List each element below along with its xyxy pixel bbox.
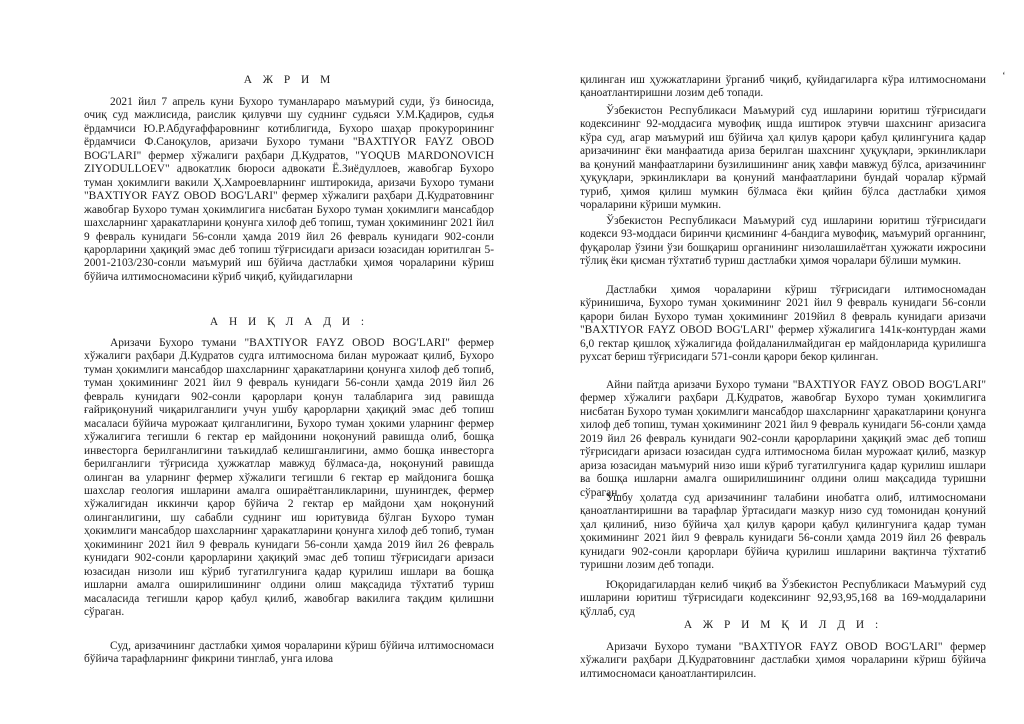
heading-ajrim: А Ж Р И М — [243, 74, 335, 86]
heading-aniqladi: А Н И Қ Л А Д И : — [209, 316, 369, 328]
margin-mark: ‘ — [1002, 70, 1006, 82]
situation-paragraph: Ушбу ҳолатда суд аризачининг талабини инобатга олиб, илтимосномани қаноатлантиришни ва тарафлар ўртасидаги мазкур низо суд томонидан қонуний ҳал қилиниб, низо бўйича ҳал қилув қарори қабул қилингунига қадар туман ҳокимининг 2021 йил 9 февраль кунидаги 56-сонли ҳамда 2019 йил 26 февраль кунидаги 902-сонли қарорлари бўйича қурилиш ишларини вақтинча тўхтатиб туришни лозим деб топади. — [580, 492, 986, 572]
facts-paragraph: Аризачи Бухоро тумани "BAXTIYOR FAYZ OBOD BOG'LARI" фермер хўжалиги раҳбари Д.Кудратов судга илтимосномa билан мурожаат қилиб, Бухоро туман ҳокимлиги мансабдор шахсларнинг ҳаракатларини қонунга хилоф деб топиб, туман ҳокимининг 2021 йил 9 февраль кунидаги 56-сонли ҳамда 2019 йил 26 февраль кунидаги 902-сонли қарорлари қонун талабларига зид равишда ғайриқонуний чиқарилганлиги учун ушбу қарорларни ҳақиқий эмас деб топиш масаласи бўйича мурожаат қилганлигини, Бухоро туман ҳокими уларнинг фермер хўжалигига тегишли 6 гектар ер майдонини ноқонуний равишда олиб, бошқа инвесторга берилганлигини таъкидлаб келишганлигини, аммо бошқа инвесторга берилганлиги тўғрисида ҳужжатлар мавжуд бўлмаса-да, ноқонуний равишда олинган ва уларнинг фермер хўжалиги тегишли 6 гектар ер майдонига бошқа шахслар геология ишларини амалга оширaётганликларини, шунингдек, фермер хўжалигидан иккинчи қарор бўйича 2 гектар ер майдони ҳам ноқонуний олинганлигини, шу сабабли суднинг иш юритувида бўлган Бухоро туман ҳокимлиги мансабдор шахсларнинг ҳаракатларини қонунга хилоф деб топиб, туман ҳокимининг 2021 йил 9 февраль кунидаги 56-сонли ҳамда 2019 йил 26 февраль кунидаги 902-сонли қарорларини ҳақиқий эмас деб топиш тўғрисидаги аризаси юзасидан низоли иш кўриб тугатилгунига қадар қурилиш ишлари ва бошқа ишларни амалга оширилишининг олдини олиш мақсадида тўхтатиб туриш масаласида тегишли қарор қабул қилиб, жавобгар вакилига тақдим қилишни сўраган. — [84, 337, 494, 619]
heading-ajrim-qildi: А Ж Р И М Қ И Л Д И : — [683, 619, 883, 631]
right-column — [580, 0, 986, 724]
legal-basis-paragraph: Юқоридагилардан келиб чиқиб ва Ўзбекистон Республикаси Маъмурий суд ишларини юритиш тўғрисидаги кодексининг 92,93,95,168 ва 169-моддаларини қўллаб, суд — [580, 579, 986, 618]
continuation-paragraph: қилинган иш ҳужжатларини ўрганиб чиқиб, қуйидагиларга кўра илтимосномани қаноатлантиришни лозим деб топади. — [580, 74, 986, 100]
intro-paragraph: 2021 йил 7 апрель куни Бухоро туманлараро маъмурий суди, ўз биносида, очиқ суд мажлисида, раислик қилувчи шу суднинг судьяси У.М.Қадиров, судья ёрдамчиси Ю.Р.Абдуғаффаровнинг котиблигида, Бухоро шаҳар прокурорининг ёрдамчиси Ф.Саноқулов, аризачи Бухоро тумани "BAXTIYOR FAYZ OBOD BOG'LARI" фермер хўжалиги раҳбари Д.Кудратов, "YOQUB MARDONOVICH ZIYODULLOEV" адвокатлик бюроси адвокати Ё.Зиёдуллоев, жавобгар Бухоро туман ҳокимлиги вакили Ҳ.Хамроевларнинг иштирокида, аризачи Бухоро тумани "BAXTIYOR FAYZ OBOD BOG'LARI" фермер хўжалиги раҳбари Д.Кудратовнинг жавобгар Бухоро туман ҳокимлигига нисбатан Бухоро туман ҳокимлиги мансабдор шахсларнинг ҳаракатларини қонунга хилоф деб топиш, туман ҳокимининг 2021 йил 9 февраль кунидаги 56-сонли ҳамда 2019 йил 26 февраль кунидаги 902-сонли қарорларини ҳақиқий эмас деб топиш тўғрисидаги аризаси юзасидан юритилган 5-2001-2103/230-сонли маъмурий иш бўйича дастлабки ҳимоя чораларини кўриш бўйича илтимосномасини кўриб чиқиб, қуйидагиларни — [84, 96, 494, 283]
motion-paragraph: Дастлабки ҳимоя чораларини кўриш тўғрисидаги илтимосномадан кўринишича, Бухоро туман ҳокимининг 2021 йил 9 февраль кунидаги 56-сонли қарори билан Бухоро туман ҳокимининг 2019йил 8 февраль кунидаги аризачи "BAXTIYOR FAYZ OBOD BOG'LARI" фермер хўжалигига 141к-контурдан жами 6,0 гектар қишлоқ хўжалигида фойдаланилмайдиган ер майдонларида қурилишга рухсат бериш тўғрисидаги 571-сонли қарори бекор қилинган. — [580, 284, 986, 364]
court-paragraph: Суд, аризачининг дастлабки ҳимоя чораларини кўриш бўйича илтимосномаси бўйича тарафларнинг фикрини тинглаб, унга илова — [84, 640, 494, 666]
ruling-paragraph: Аризачи Бухоро тумани "BAXTIYOR FAYZ OBOD BOG'LARI" фермер хўжалиги раҳбари Д.Кудратовнинг дастлабки ҳимоя чораларини кўриш бўйича илтимосномаси қаноатлантирилсин. — [580, 641, 986, 680]
left-column — [84, 0, 494, 724]
article-93-paragraph: Ўзбекистон Республикаси Маъмурий суд ишларини юритиш тўғрисидаги кодекси 93-моддаси биринчи қисмининг 4-бандига мувофиқ, маъмурий органнинг, фуқаролар ўзини ўзи бошқариш органининг низолашилаётган ҳужжати ижросини тўлиқ ёки қисман тўхтатиб туриш дастлабки ҳимоя чоралари бўлиши мумкин. — [580, 215, 986, 268]
current-paragraph: Айни пайтда аризачи Бухоро тумани "BAXTIYOR FAYZ OBOD BOG'LARI" фермер хўжалиги раҳбари Д.Кудратов, жавобгар Бухоро туман ҳокимлигига нисбатан Бухоро туман ҳокимлиги мансабдор шахсларнинг ҳаракатларини қонунга хилоф деб топиш, туман ҳокимининг 2021 йил 9 февраль кунидаги 56-сонли ҳамда 2019 йил 26 февраль кунидаги 902-сонли қарорларини ҳақиқий эмас деб топиш тўғрисидаги аризаси юзасидан судга илтимосномa билан мурожаат қилиб, мазкур ариза юзасидан маъмурий низо иши кўриб тугатилгунига қадар қурилиш ишлари ва бошқа ишларни амалга оширилишининг олдини олиш мақсадида туришни сўраган. — [580, 379, 986, 499]
article-92-paragraph: Ўзбекистон Республикаси Маъмурий суд ишларини юритиш тўғрисидаги кодексининг 92-моддасига мувофиқ ишда иштирок этувчи шахснинг аризасига кўра суд, агар маъмурий иш бўйича ҳал қилув қарори қабул қилингунига қадар аризачининг ёки манфаатида ариза берилган шахснинг ҳуқуқлари, эркинликлари ва қонуний манфаатларини бузилишининг аниқ хавфи мавжуд бўлса, аризачининг ҳуқуқлари, эркинликлари ва қонуний манфаатларини бундай чоралар кўрмай туриб, ҳимоя қилиш мумкин бўлмаса ёки қийин бўлса дастлабки ҳимоя чораларини кўриши мумкин. — [580, 105, 986, 212]
